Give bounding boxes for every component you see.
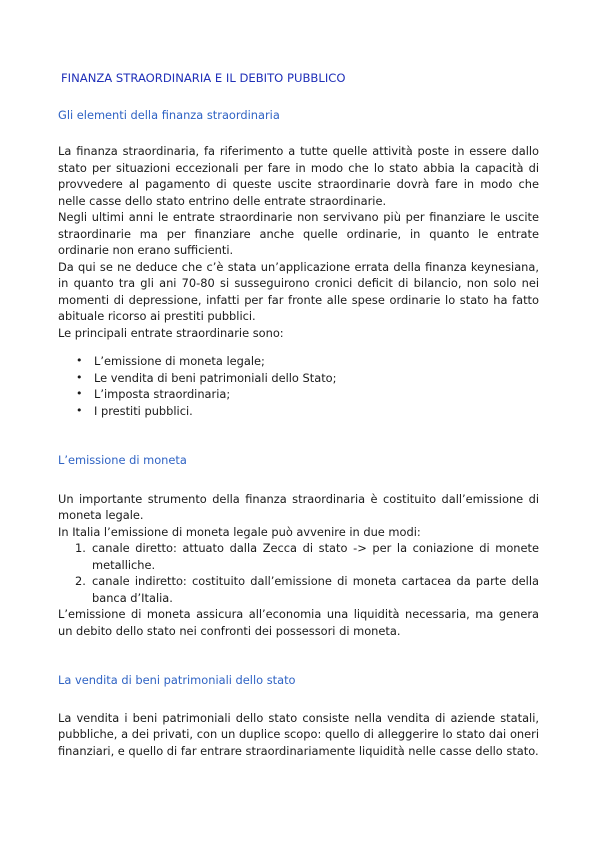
section-heading-vendita-beni: La vendita di beni patrimoniali dello stato [58,673,296,687]
document-body [58,70,539,759]
list-item-number: 2. [75,574,86,588]
document-title: FINANZA STRAORDINARIA E IL DEBITO PUBBLICO [61,71,346,85]
paragraph: La finanza straordinaria, fa riferimento a tutte quelle attività poste in essere dallo stato per situazioni eccezionali per fare in modo che lo stato abbia la capacità di provvedere al pagamento di queste uscite straordinarie dovrà fare in modo che nelle casse dello stato entrino delle entrate straordinarie. [58,144,539,208]
list-item [58,573,539,606]
list-item: • Le vendita di beni patrimoniali dello Stato; [58,370,539,387]
paragraph: L’emissione di moneta assicura all’economia una liquidità necessaria, ma genera un debito dello stato nei confronti dei possessori di moneta. [58,607,539,638]
list-item: • L’imposta straordinaria; [58,386,539,403]
paragraph: Le principali entrate straordinarie sono: [58,325,284,340]
paragraph: In Italia l’emissione di moneta legale può avvenire in due modi: [58,524,421,539]
section-heading-finanza-straordinaria: Gli elementi della finanza straordinaria [58,107,280,122]
list-item-text: canale indiretto: costituito dall’emissione di moneta cartacea da parte della banca d’Italia. [92,574,539,605]
paragraph: La vendita i beni patrimoniali dello stato consiste nella vendita di aziende statali, pubbliche, a dei privati, con un duplice scopo: quello di alleggerire lo stato dai oneri finanziari, e quello di far entrare straordinariamente liquidità nelle casse dello stato. [58,710,539,758]
paragraph: Un importante strumento della finanza straordinaria è costituito dall’emissione di moneta legale. [58,491,539,522]
paragraph: Da qui se ne deduce che c’è stata un’applicazione errata della finanza keynesiana, in quanto tra gli ani 70-80 si susseguirono cronici deficit di bilancio, non solo nei momenti di depressione, infatti per far fronte alle spese ordinarie lo stato ha fatto abituale ricorso ai prestiti pubblici. [58,259,539,323]
list-item-number: 1. [75,541,86,555]
list-item-text: canale diretto: attuato dalla Zecca di stato -> per la coniazione di monete metalliche. [92,541,539,572]
bullet-list [58,353,539,419]
list-item [58,540,539,573]
section-heading-emissione-moneta: L’emissione di moneta [58,453,187,467]
paragraph: Negli ultimi anni le entrate straordinarie non servivano più per finanziare le uscite straordinarie ma per finanziare anche quelle ordinarie, in quanto le entrate ordinarie non erano sufficienti. [58,210,539,257]
list-item: • L’emissione di moneta legale; [58,353,539,370]
list-item: • I prestiti pubblici. [58,403,539,420]
numbered-list [58,540,539,606]
